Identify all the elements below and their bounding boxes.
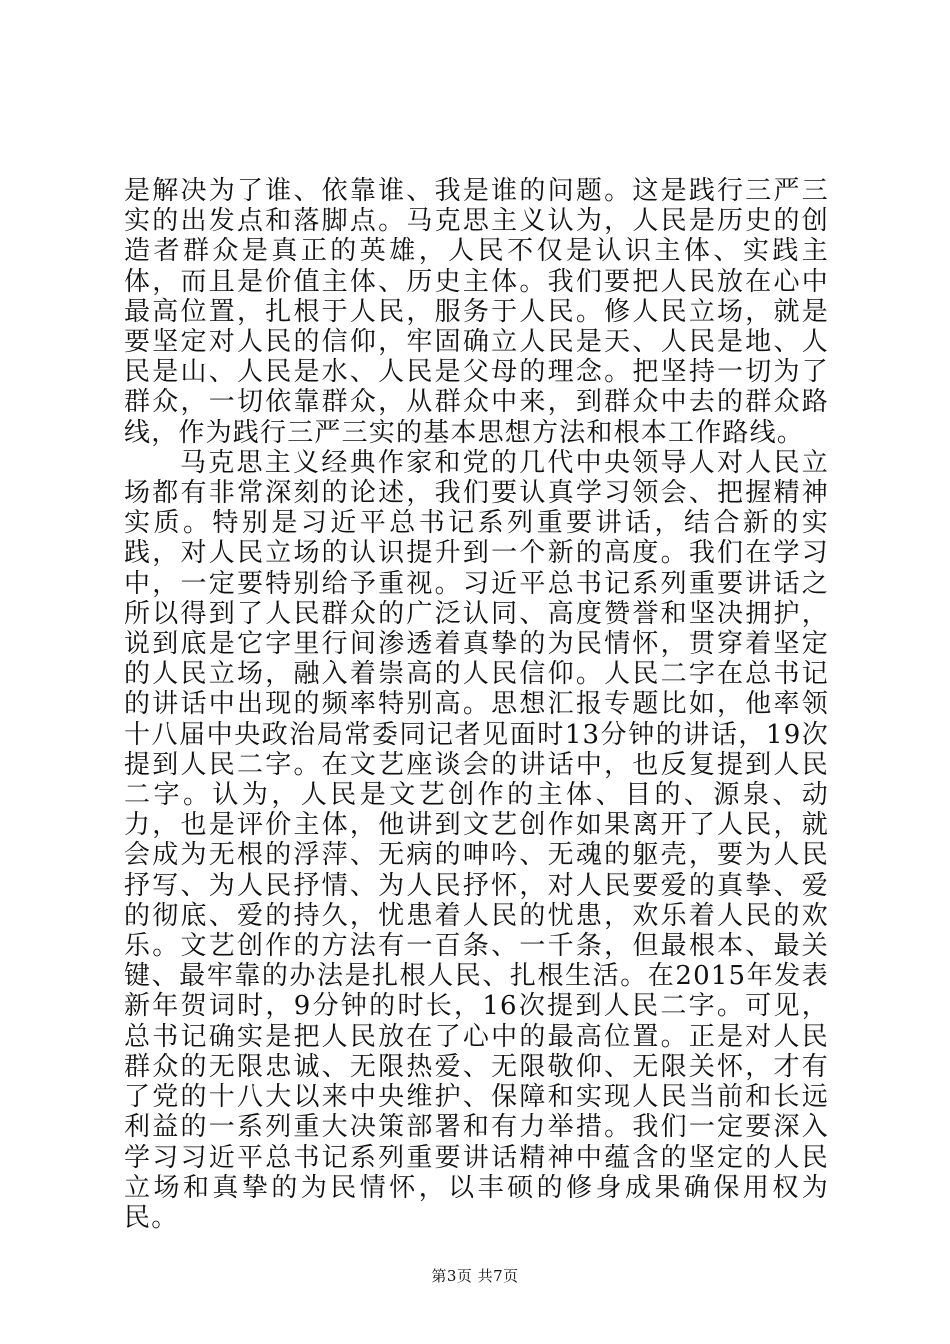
paragraph: 马克思主义经典作家和党的几代中央领导人对人民立场都有非常深刻的论述，我们要认真学习领会、把握精神实质。特别是习近平总书记系列重要讲话，结合新的实践，对人民立场的认识提升到一个新的高度。我们在学习中，一定要特别给予重视。习近平总书记系列重要讲话之所以得到了人民群众的广泛认同、高度赞誉和坚决拥护，说到底是它字里行间渗透着真挚的为民情怀，贯穿着坚定的人民立场，融入着崇高的人民信仰。人民二字在总书记的讲话中出现的频率特别高。思想汇报专题比如，他率领十八届中央政治局常委同记者见面时13分钟的讲话，19次提到人民二字。在文艺座谈会的讲话中，也反复提到人民二字。认为，人民是文艺创作的主体、目的、源泉、动力，也是评价主体，他讲到文艺创作如果离开了人民，就会成为无根的浮萍、无病的呻吟、无魂的躯壳，要为人民抒写、为人民抒情、为人民抒怀，对人民要爱的真挚、爱的彻底、爱的持久，忧患着人民的忧患，欢乐着人民的欢乐。文艺创作的方法有一百条、一千条，但最根本、最关键、最牢靠的办法是扎根人民、扎根生活。在2015年发表新年贺词时，9分钟的时长，16次提到人民二字。可见，总书记确实是把人民放在了心中的最高位置。正是对人民群众的无限忠诚、无限热爱、无限敬仰、无限关怀，才有了党的十八大以来中央维护、保障和实现人民当前和长远利益的一系列重大决策部署和有力举措。我们一定要深入学习习近平总书记系列重要讲话精神中蕴含的坚定的人民立场和真挚的为民情怀，以丰硕的修身成果确保用权为民。 — [124, 447, 829, 1233]
paragraph-continued: 是解决为了谁、依靠谁、我是谁的问题。这是践行三严三实的出发点和落脚点。马克思主义认为，人民是历史的创造者群众是真正的英雄，人民不仅是认识主体、实践主体，而且是价值主体、历史主体。我们要把人民放在心中最高位置，扎根于人民，服务于人民。修人民立场，就是要坚定对人民的信仰，牢固确立人民是天、人民是地、人民是山、人民是水、人民是父母的理念。把坚持一切为了群众，一切依靠群众，从群众中来，到群众中去的群众路线，作为践行三严三实的基本思想方法和根本工作路线。 — [124, 176, 829, 448]
page-footer: 第3页 共7页 — [431, 1267, 519, 1285]
body-text — [124, 176, 829, 1233]
